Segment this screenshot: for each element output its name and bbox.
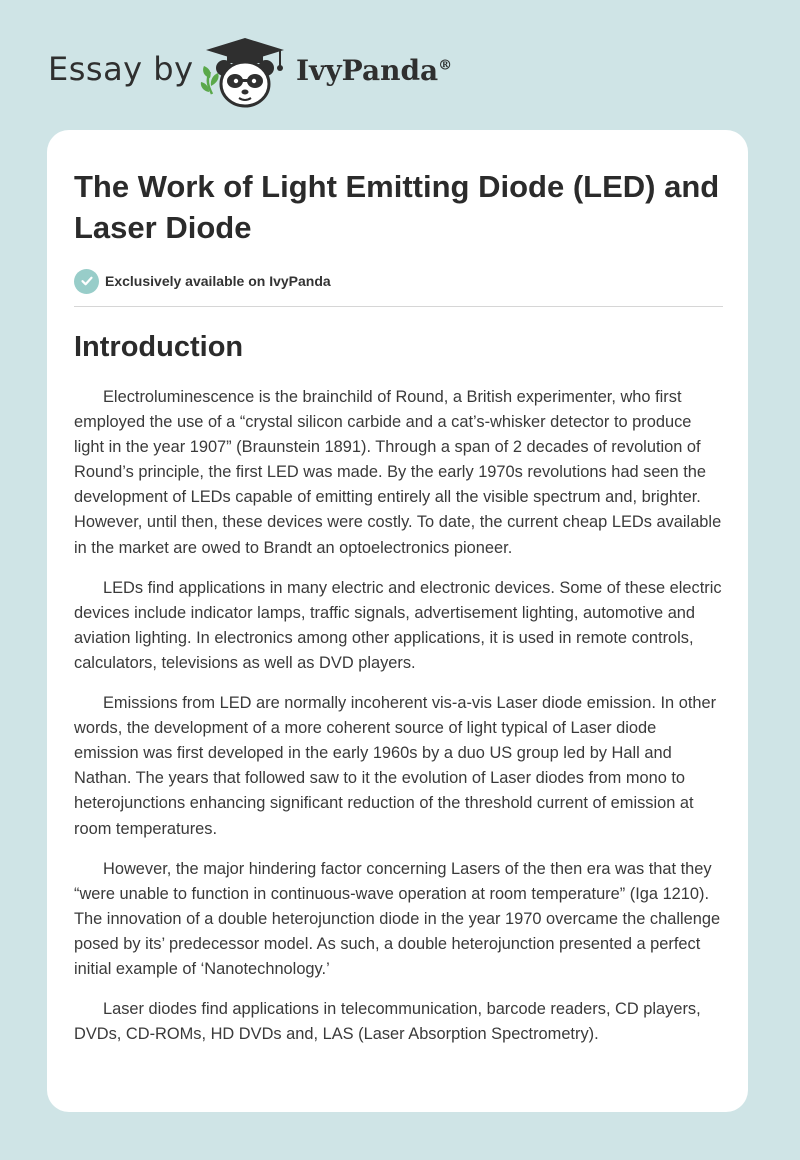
paragraph: Laser diodes find applications in telecommunication, barcode readers, CD players, DVDs, CD-ROMs, HD DVDs and, LAS (Laser Absorption Spectrometry). [74,1000,701,1044]
section-heading-introduction: Introduction [74,331,244,363]
site-header [0,0,800,130]
essay-card [47,130,748,1112]
essay-body [74,385,724,1047]
paragraph: Electroluminescence is the brainchild of Round, a British experimenter, who first employed the use of a “crystal silicon carbide and a cat’s-whisker detector to produce light in the year 1907” (Braunstein 1891). Through a span of 2 decades of revolution of Round’s principle, the first LED was made. By the early 1970s revolutions had seen the development of LEDs capable of emitting entirely all the visible spectrum and, brighter. However, until then, these devices were costly. To date, the current cheap LEDs available in the market are owed to Brandt an optoelectronics pioneer. [74,388,722,557]
panda-graduate-icon [200,36,290,110]
brand-name: IvyPanda® [296,54,453,87]
essay-content [74,130,724,1062]
exclusive-banner [74,268,724,294]
paragraph: However, the major hindering factor concerning Lasers of the then era was that they “were unable to function in continuous-wave operation at room temperature” (Iga 1210). The innovation of a double heterojunction diode in the year 1970 overcame the challenge posed by its’ predecessor model. As such, a double heterojunction presented a perfect initial example of ‘Nanotechnology.’ [74,859,721,978]
exclusive-label: Exclusively available on IvyPanda [105,273,331,289]
essay-by-label: Essay by [48,50,194,88]
registered-mark: ® [438,57,453,74]
title-divider [74,306,723,307]
essay-title: The Work of Light Emitting Diode (LED) and Laser Diode [74,169,720,245]
check-circle-icon [74,269,99,294]
paragraph: Emissions from LED are normally incoherent vis-a-vis Laser diode emission. In other words, the development of a more coherent source of light typical of Laser diode emission was first developed in the early 1960s by a duo US group led by Hall and Nathan. The years that followed saw to it the evolution of Laser diodes from mono to heterojunctions enhancing significant reduction of the threshold current of emission at room temperatures. [74,694,717,838]
paragraph: LEDs find applications in many electric and electronic devices. Some of these electric devices include indicator lamps, traffic signals, advertisement lighting, automotive and aviation lighting. In electronics among other applications, it is used in remote controls, calculators, televisions as well as DVD players. [74,578,722,672]
